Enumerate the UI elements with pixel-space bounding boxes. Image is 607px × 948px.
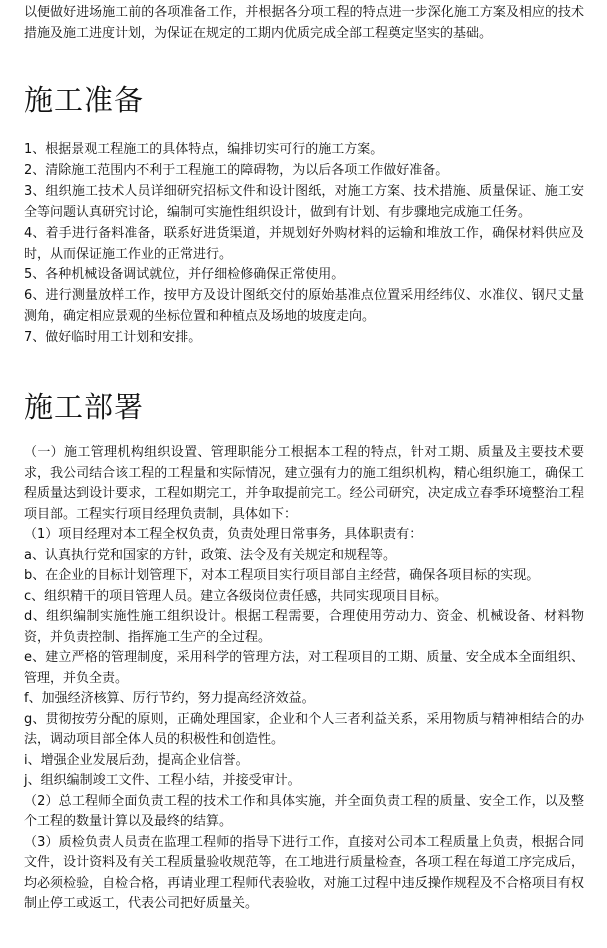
deployment-item: （1）项目经理对本工程全权负责，负责处理日常事务，具体职责有： <box>24 527 423 543</box>
deployment-item: （2）总工程师全面负责工程的技术工作和具体实施，并全面负责工程的质量、安全工作，以及整个工程的数量计算以及最终的结算。 <box>24 793 584 830</box>
preparation-item: 2、清除施工范围内不利于工程施工的障碍物，为以后各项工作做好准备。 <box>24 162 449 178</box>
preparation-item: 6、进行测量放样工作，按甲方及设计图纸交付的原始基准点位置采用经纬仪、水准仪、钢尺丈量测角，确定相应景观的坐标位置和种植点及场地的坡度走向。 <box>24 288 584 325</box>
deployment-item: i、增强企业发展后劲，提高企业信誉。 <box>24 752 249 768</box>
deployment-item: e、建立严格的管理制度，采用科学的管理方法，对工程项目的工期、质量、安全成本全面组织、管理，并负全责。 <box>24 650 584 686</box>
deployment-item: （3）质检负责人员责在监理工程师的指导下进行工作，直接对公司本工程质量上负责，根据合同文件，设计资料及有关工程质量验收规范等，在工地进行质量检查，各项工程在每道工序完成后，均必须检验，自检合格，再请业理工程师代表验收，对施工过程中违反操作规程及不合格项目有权制止停工或返工，代表公司把好质量关。 <box>24 834 584 912</box>
preparation-item: 3、组织施工技术人员详细研究招标文件和设计图纸，对施工方案、技术措施、质量保证、施工安全等问题认真研究讨论，编制可实施性组织设计，做到有计划、有步骤地完成施工任务。 <box>24 183 584 220</box>
preparation-item: 4、着手进行备料准备，联系好进货渠道，并规划好外购材料的运输和堆放工作，确保材料供应及时，从而保证施工作业的正常进行。 <box>24 225 584 262</box>
preparation-list <box>24 140 584 349</box>
preparation-item: 7、做好临时用工计划和安排。 <box>24 330 202 346</box>
deployment-item: d、组织编制实施性施工组织设计。根据工程需要，合理使用劳动力、资金、机械设备、材料物资，并负责控制、指挥施工生产的全过程。 <box>24 609 584 645</box>
preparation-item: 5、各种机械设备调试就位，并仔细检修确保正常使用。 <box>24 267 345 283</box>
deployment-item: b、在企业的目标计划管理下，对本工程项目实行项目部自主经营，确保各项目标的实现。 <box>24 568 540 584</box>
preparation-item: 1、根据景观工程施工的具体特点，编排切实可行的施工方案。 <box>24 142 384 157</box>
deployment-list <box>24 443 584 915</box>
deployment-item: （一）施工管理机构组织设置、管理职能分工根据本工程的特点，针对工期、质量及主要技术要求，我公司结合该工程的工程量和实际情况，建立强有力的施工组织机构，精心组织施工，确保工程质量达到设计要求，工程如期完工，并争取提前完工。经公司研究，决定成立春季环境整治工程项目部。工程实行项目经理负责制，具体如下： <box>24 445 584 522</box>
deployment-item: f、加强经济核算、厉行节约，努力提高经济效益。 <box>24 691 315 707</box>
deployment-item: a、认真执行党和国家的方针，政策、法令及有关规定和规程等。 <box>24 547 396 563</box>
deployment-item: j、组织编制竣工文件、工程小结，并接受审计。 <box>24 773 301 789</box>
deployment-item: g、贯彻按劳分配的原则，正确处理国家，企业和个人三者利益关系，采用物质与精神相结合的办法，调动项目部全体人员的积极性和创造性。 <box>24 711 584 748</box>
intro-paragraph: 以便做好进场施工前的各项准备工作，并根据各分项工程的特点进一步深化施工方案及相应的技术措施及施工进度计划，为保证在规定的工期内优质完成全部工程奠定坚实的基础。 <box>24 5 584 41</box>
section-title-deployment: 施工部署 <box>24 390 145 425</box>
section-title-preparation: 施工准备 <box>24 83 145 117</box>
document-page <box>24 0 584 915</box>
deployment-item: c、组织精干的项目管理人员。建立各级岗位责任感，共同实现项目目标。 <box>24 588 448 604</box>
